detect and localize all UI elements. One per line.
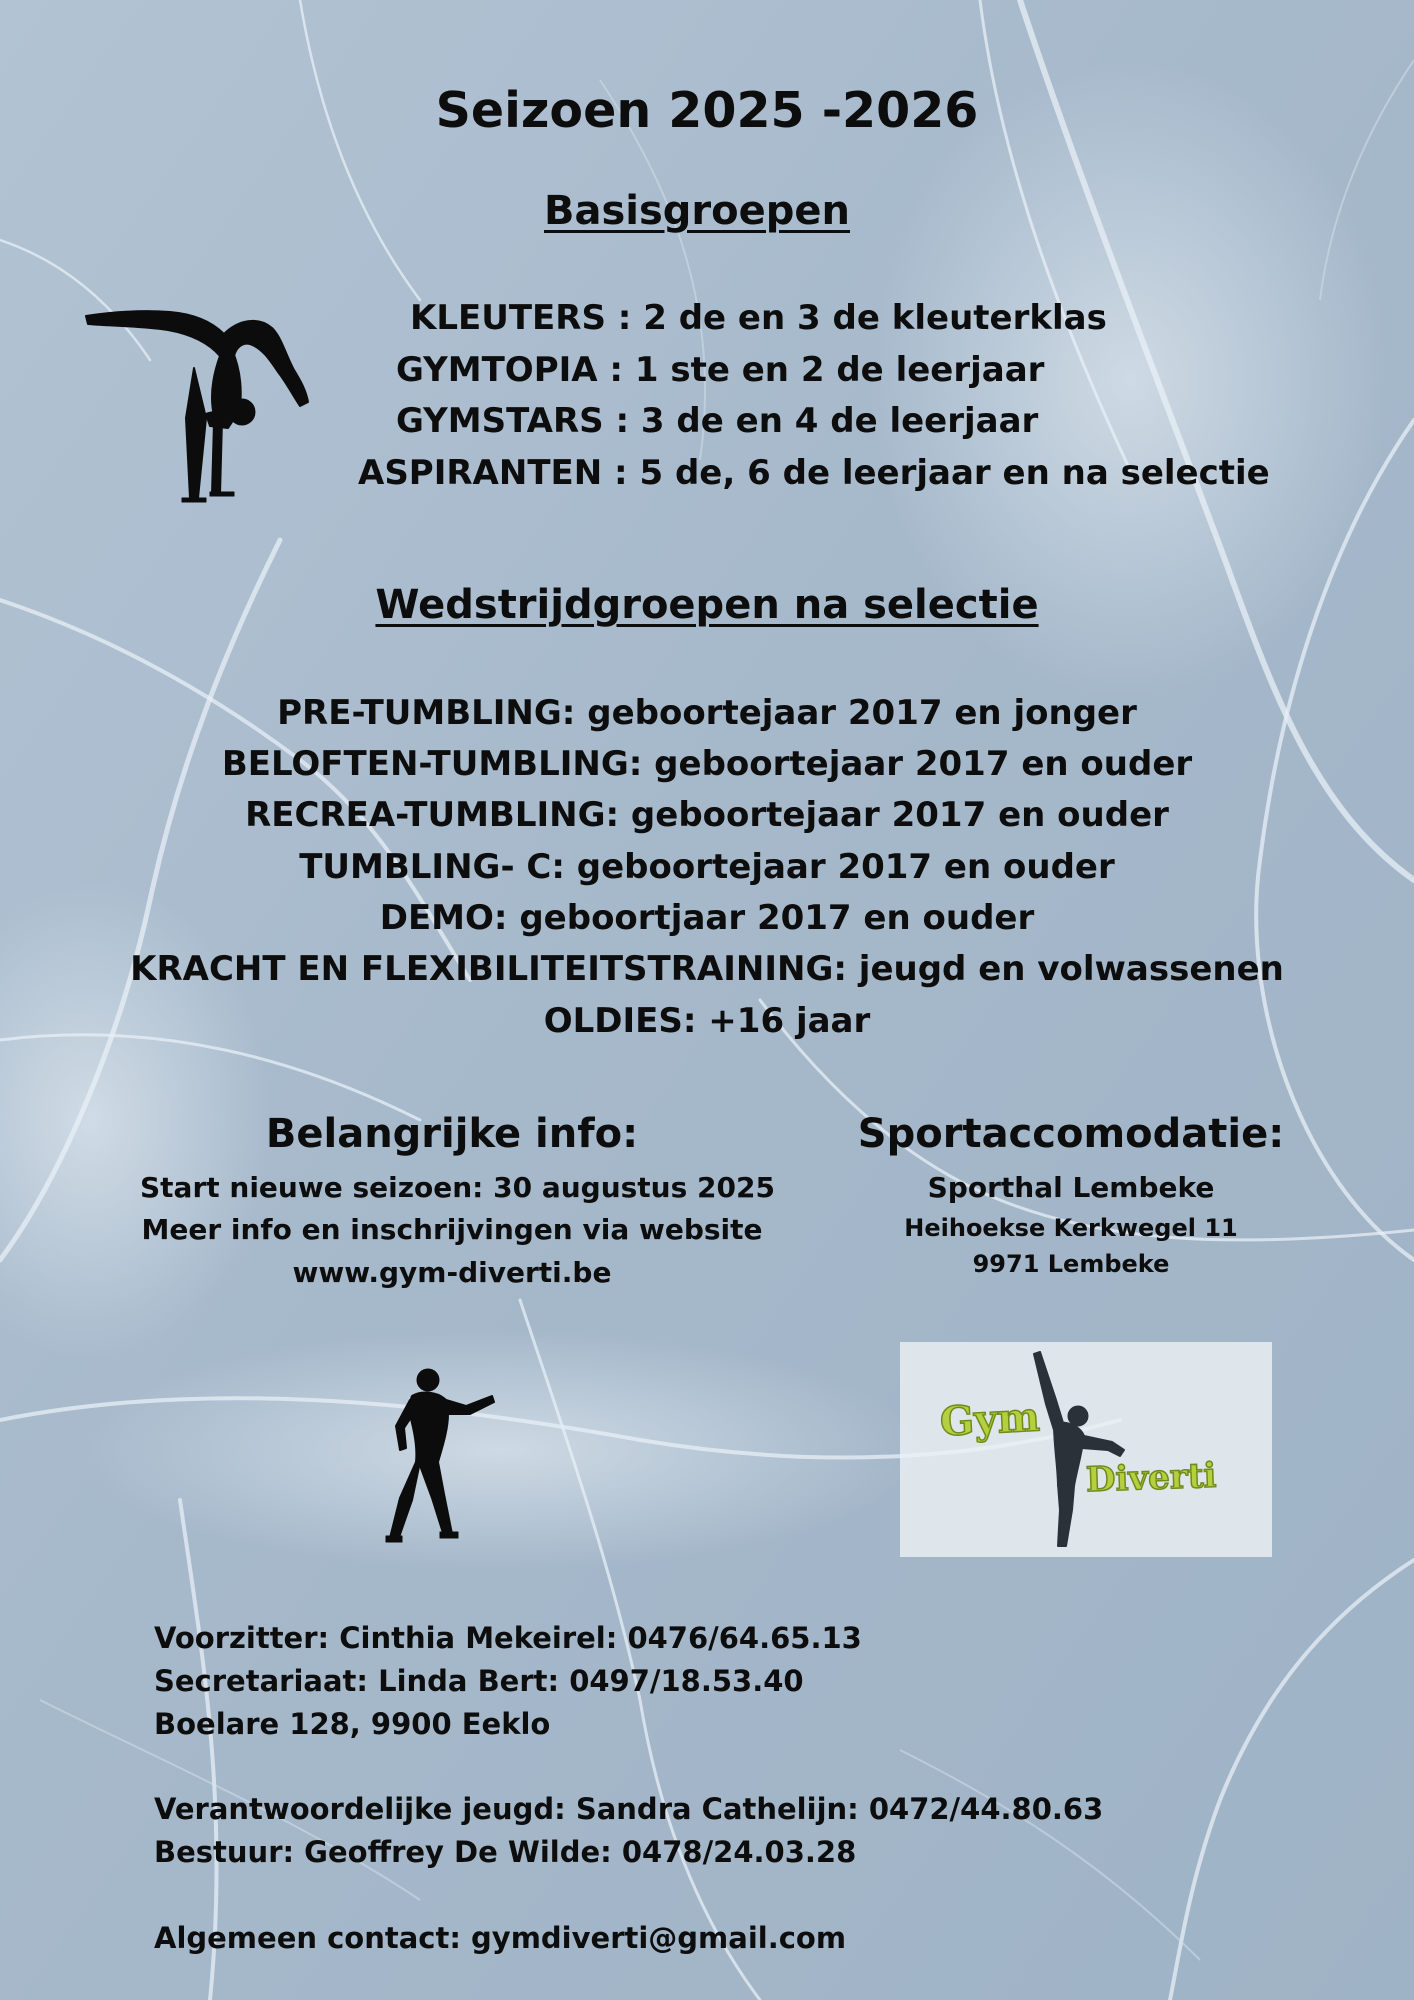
- season-title: Seizoen 2025 -2026: [435, 82, 979, 139]
- wedstrijd-heading: Wedstrijdgroepen na selectie: [375, 582, 1039, 628]
- wedstrijd-line-tumbling-c: TUMBLING- C: geboortejaar 2017 en ouder: [299, 847, 1115, 887]
- basis-heading: Basisgroepen: [543, 188, 850, 234]
- contact-email[interactable]: Algemeen contact: gymdiverti@gmail.com: [154, 1921, 847, 1955]
- basis-line-kleuters: KLEUTERS : 2 de en 3 de kleuterklas: [410, 298, 1107, 338]
- contact-voorzitter: Voorzitter: Cinthia Mekeirel: 0476/64.65.13: [154, 1621, 862, 1655]
- venue-name: Sporthal Lembeke: [927, 1171, 1215, 1204]
- gym-diverti-logo: [900, 1342, 1272, 1557]
- wedstrijd-line-recrea-tumbling: RECREA-TUMBLING: geboortejaar 2017 en ouder: [245, 795, 1169, 835]
- venue-heading: Sportaccomodatie:: [857, 1111, 1285, 1157]
- wedstrijd-line-oldies: OLDIES: +16 jaar: [543, 1001, 871, 1041]
- venue-city: 9971 Lembeke: [972, 1250, 1170, 1278]
- wedstrijd-line-demo: DEMO: geboortjaar 2017 en ouder: [379, 898, 1035, 938]
- basis-line-gymstars: GYMSTARS : 3 de en 4 de leerjaar: [396, 401, 1039, 441]
- basis-line-aspiranten: ASPIRANTEN : 5 de, 6 de leerjaar en na selectie: [358, 453, 1270, 493]
- contact-bestuur: Bestuur: Geoffrey De Wilde: 0478/24.03.28: [154, 1835, 857, 1869]
- gymnast-standing-icon: [382, 1366, 500, 1546]
- logo-word-diverti: Diverti: [1085, 1455, 1217, 1501]
- contact-address: Boelare 128, 9900 Eeklo: [154, 1707, 551, 1741]
- basis-line-gymtopia: GYMTOPIA : 1 ste en 2 de leerjaar: [396, 350, 1045, 390]
- contact-secretariaat: Secretariaat: Linda Bert: 0497/18.53.40: [154, 1664, 804, 1698]
- info-website-link[interactable]: www.gym-diverti.be: [292, 1256, 612, 1289]
- wedstrijd-line-pre-tumbling: PRE-TUMBLING: geboortejaar 2017 en jonger: [277, 693, 1137, 733]
- gymnast-handstand-icon: [82, 298, 312, 504]
- venue-street: Heihoekse Kerkwegel 11: [904, 1214, 1238, 1242]
- info-more-info: Meer info en inschrijvingen via website: [141, 1213, 763, 1246]
- logo-gymnast-icon: [1020, 1350, 1150, 1550]
- logo-word-gym: Gym: [938, 1393, 1041, 1446]
- wedstrijd-line-kracht-flex: KRACHT EN FLEXIBILITEITSTRAINING: jeugd en volwassenen: [130, 949, 1284, 989]
- info-heading: Belangrijke info:: [265, 1111, 639, 1157]
- wedstrijd-line-beloften-tumbling: BELOFTEN-TUMBLING: geboortejaar 2017 en ouder: [221, 744, 1193, 784]
- contact-jeugd: Verantwoordelijke jeugd: Sandra Cathelijn: 0472/44.80.63: [154, 1792, 1104, 1826]
- info-start-date: Start nieuwe seizoen: 30 augustus 2025: [140, 1171, 775, 1204]
